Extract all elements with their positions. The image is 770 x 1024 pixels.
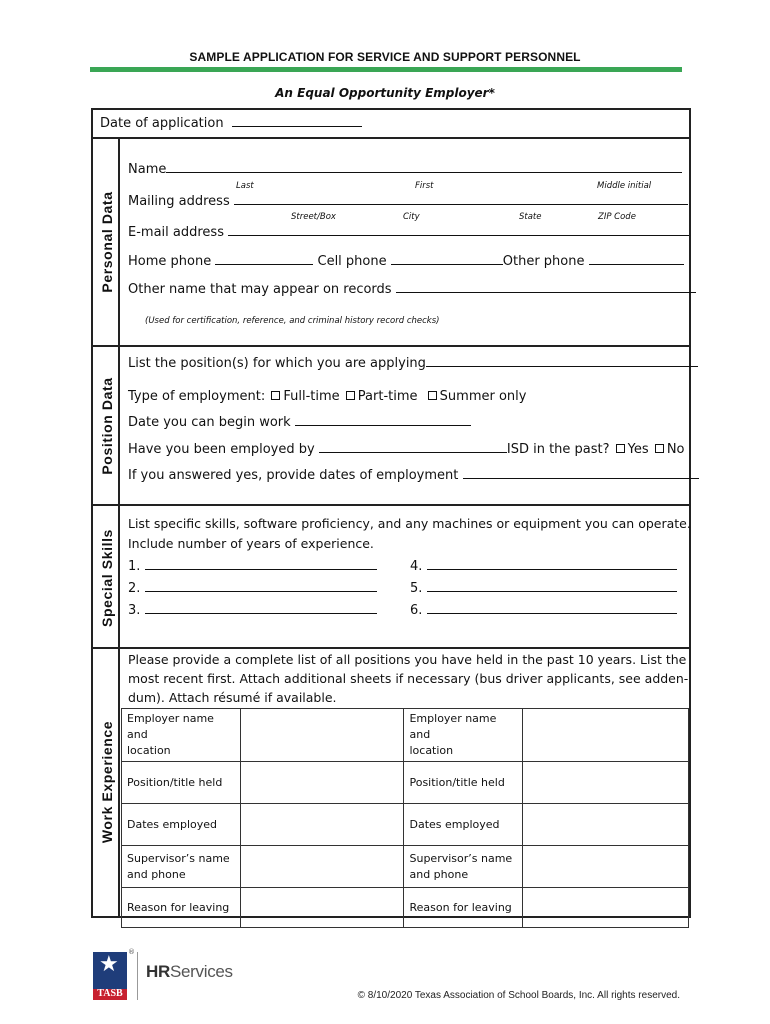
other-name-note: (Used for certification, reference, and criminal history record checks) — [145, 316, 440, 326]
part-time-label: Part-time — [357, 389, 418, 404]
title-underline — [90, 67, 682, 72]
tasb-logo-text: TASB — [97, 988, 123, 999]
star-icon: ★ — [99, 952, 119, 977]
name-field[interactable] — [166, 172, 682, 173]
summer-only-label: Summer only — [439, 389, 527, 404]
entry-cell[interactable] — [523, 804, 689, 846]
no-label: No — [666, 442, 685, 457]
employed-by-row — [128, 442, 685, 457]
date-of-application-field[interactable] — [232, 126, 362, 127]
position-data-label: Position Data — [99, 377, 115, 475]
other-name-field[interactable] — [396, 292, 696, 293]
row-label: Dates employed — [122, 804, 241, 846]
mailing-sub-zip: ZIP Code — [598, 212, 636, 222]
positions-field[interactable] — [426, 366, 698, 367]
date-of-application-label: Date of application — [100, 116, 224, 131]
skill-number: 2. — [128, 581, 141, 596]
hr-text: HR — [146, 962, 170, 981]
name-label: Name — [128, 162, 167, 177]
logo-divider — [137, 952, 138, 1000]
row-label: Employer name and location — [404, 709, 523, 762]
skill-number: 4. — [410, 559, 423, 574]
skill-3 — [128, 603, 377, 618]
name-sub-middle: Middle initial — [597, 181, 652, 191]
mailing-sub-city: City — [403, 212, 420, 222]
mailing-sub-state: State — [519, 212, 542, 222]
skill-field[interactable] — [145, 591, 377, 592]
entry-cell[interactable] — [240, 762, 404, 804]
services-text: Services — [169, 962, 233, 981]
home-phone-label: Home phone — [128, 254, 212, 269]
employed-by-field[interactable] — [319, 452, 507, 453]
row-label: Dates employed — [404, 804, 523, 846]
full-time-label: Full-time — [283, 389, 340, 404]
divider — [92, 137, 690, 139]
row-label: Position/title held — [404, 762, 523, 804]
skill-4 — [410, 559, 677, 574]
skill-number: 3. — [128, 603, 141, 618]
home-phone-field[interactable] — [215, 264, 313, 265]
special-skills-label: Special Skills — [99, 529, 115, 627]
skill-field[interactable] — [427, 591, 677, 592]
entry-cell[interactable] — [240, 846, 404, 888]
skill-2 — [128, 581, 377, 596]
dates-employment-row — [128, 468, 699, 483]
skill-6 — [410, 603, 677, 618]
email-field[interactable] — [228, 235, 689, 236]
yes-checkbox[interactable] — [616, 444, 625, 453]
dates-employment-label: If you answered yes, provide dates of employment — [128, 468, 459, 483]
entry-cell[interactable] — [240, 709, 404, 762]
mailing-label: Mailing address — [128, 194, 230, 209]
employment-type-row — [128, 389, 526, 404]
work-instructions-1: Please provide a complete list of all positions you have held in the past 10 years. List the — [128, 652, 687, 667]
no-checkbox[interactable] — [655, 444, 664, 453]
phones-row — [128, 254, 684, 269]
skill-field[interactable] — [145, 613, 377, 614]
table-row — [122, 804, 689, 846]
entry-cell[interactable] — [523, 888, 689, 928]
entry-cell[interactable] — [240, 804, 404, 846]
skill-5 — [410, 581, 677, 596]
hr-services-wordmark — [146, 962, 233, 982]
divider — [92, 345, 690, 347]
begin-work-field[interactable] — [295, 425, 471, 426]
cell-phone-field[interactable] — [391, 264, 503, 265]
name-row — [128, 162, 682, 177]
row-label: Reason for leaving — [122, 888, 241, 928]
other-name-row — [128, 282, 696, 297]
email-row — [128, 225, 689, 240]
mailing-row — [128, 194, 688, 209]
mailing-field[interactable] — [234, 204, 688, 205]
cell-phone-label: Cell phone — [317, 254, 387, 269]
row-label: Reason for leaving — [404, 888, 523, 928]
registered-mark: ® — [128, 948, 135, 956]
employed-by-label: Have you been employed by — [128, 442, 315, 457]
name-sub-last: Last — [236, 181, 254, 191]
skill-field[interactable] — [427, 613, 677, 614]
entry-cell[interactable] — [523, 709, 689, 762]
isd-label: ISD in the past? — [506, 442, 610, 457]
summer-only-checkbox[interactable] — [428, 391, 437, 400]
positions-label: List the position(s) for which you are applying — [128, 356, 426, 371]
page-title: SAMPLE APPLICATION FOR SERVICE AND SUPPORT PERSONNEL — [189, 50, 581, 64]
employment-type-label: Type of employment: — [128, 389, 266, 404]
personal-data-label: Personal Data — [99, 191, 115, 293]
begin-work-row — [128, 415, 471, 430]
work-instructions-3: dum). Attach résumé if available. — [128, 690, 337, 705]
entry-cell[interactable] — [523, 846, 689, 888]
other-name-label: Other name that may appear on records — [128, 282, 392, 297]
work-experience-table — [121, 708, 689, 928]
row-label: Position/title held — [122, 762, 241, 804]
yes-label: Yes — [627, 442, 649, 457]
skills-instructions-1: List specific skills, software proficiency, and any machines or equipment you can operate. — [128, 516, 691, 531]
entry-cell[interactable] — [523, 762, 689, 804]
table-row — [122, 762, 689, 804]
row-label: Supervisor’s name and phone — [404, 846, 523, 888]
row-label: Supervisor’s name and phone — [122, 846, 241, 888]
full-time-checkbox[interactable] — [271, 391, 280, 400]
copyright: © 8/10/2020 Texas Association of School Boards, Inc. All rights reserved. — [357, 990, 680, 1001]
table-row — [122, 709, 689, 762]
row-label: Employer name and location — [122, 709, 241, 762]
skill-number: 1. — [128, 559, 141, 574]
mailing-sub-street: Street/Box — [291, 212, 336, 222]
begin-work-label: Date you can begin work — [128, 415, 291, 430]
divider — [92, 504, 690, 506]
work-experience-label: Work Experience — [99, 720, 115, 844]
name-sub-first: First — [415, 181, 434, 191]
email-label: E-mail address — [128, 225, 224, 240]
positions-row — [128, 356, 698, 371]
other-phone-field[interactable] — [589, 264, 684, 265]
table-row — [122, 888, 689, 928]
divider — [92, 647, 690, 649]
dates-employment-field[interactable] — [463, 478, 699, 479]
page-subtitle: An Equal Opportunity Employer* — [275, 86, 495, 100]
work-instructions-2: most recent first. Attach additional sheets if necessary (bus driver applicants, see adden- — [128, 671, 689, 686]
skill-field[interactable] — [427, 569, 677, 570]
skill-field[interactable] — [145, 569, 377, 570]
date-of-application-row — [100, 116, 362, 131]
entry-cell[interactable] — [240, 888, 404, 928]
skill-number: 5. — [410, 581, 423, 596]
skills-instructions-2: Include number of years of experience. — [128, 536, 374, 551]
part-time-checkbox[interactable] — [346, 391, 355, 400]
skill-1 — [128, 559, 377, 574]
table-row — [122, 846, 689, 888]
other-phone-label: Other phone — [502, 254, 585, 269]
skill-number: 6. — [410, 603, 423, 618]
